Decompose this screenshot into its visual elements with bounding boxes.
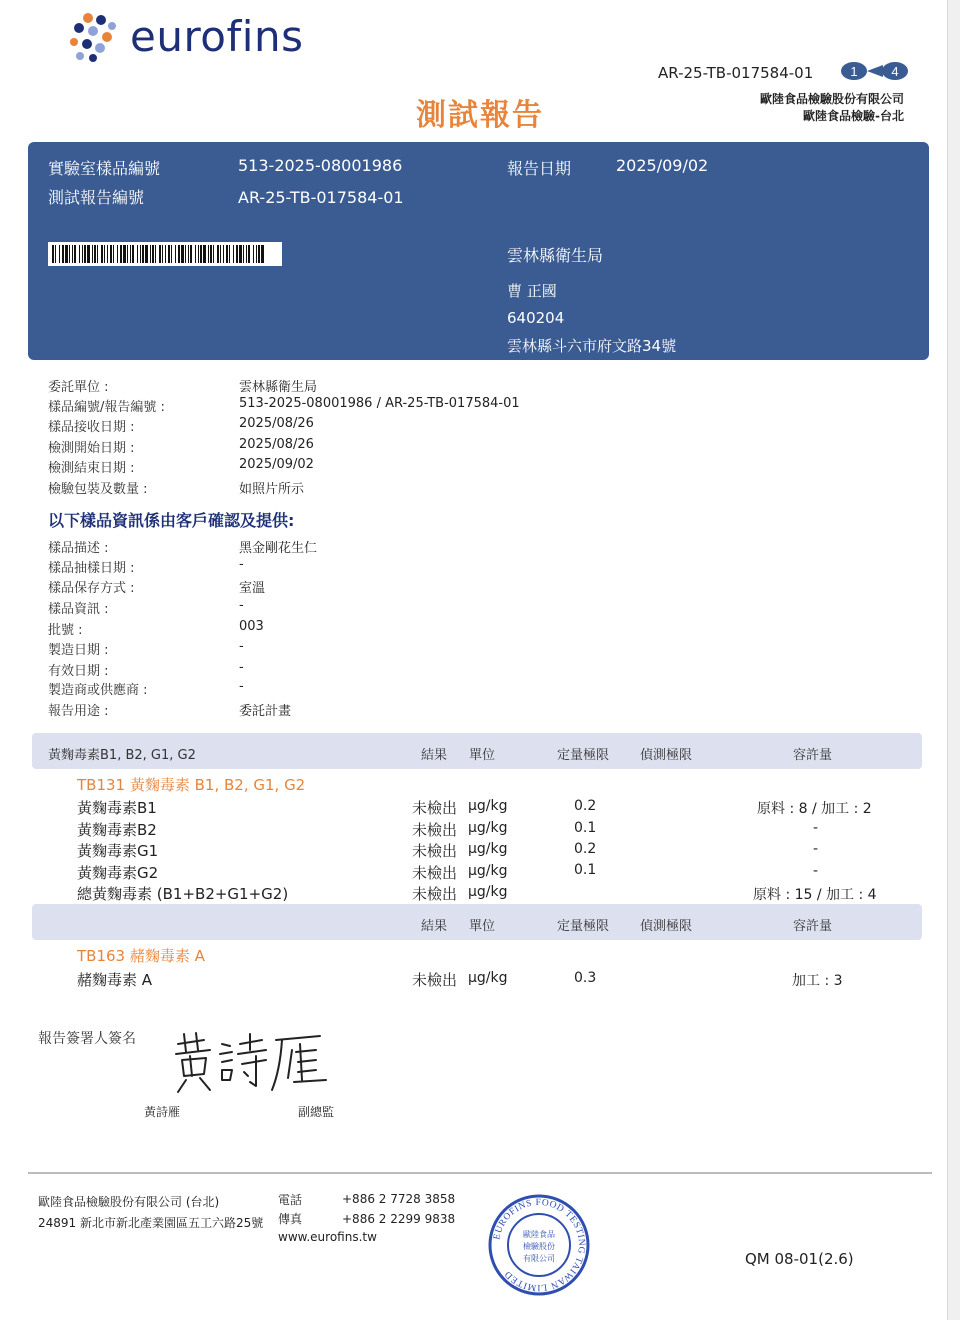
- client-info-value: -: [239, 679, 244, 694]
- table-row-limit: 加工 : 3: [792, 973, 843, 989]
- table-row-result: 未檢出: [412, 864, 458, 882]
- right-scroll-edge: [947, 0, 960, 1320]
- client-info-label: 製造日期 :: [48, 643, 109, 658]
- table-row-loq: 0.1: [574, 820, 597, 836]
- client-info-label: 製造商或供應商 :: [48, 683, 148, 698]
- table1-header-limit: 容許量: [793, 748, 833, 763]
- lab-company-name: 歐陸食品檢驗股份有限公司: [759, 92, 904, 106]
- footer-phone-label: 電話: [278, 1193, 303, 1207]
- detail-label: 委託單位 :: [48, 380, 109, 395]
- client-info-value: 室溫: [239, 581, 266, 596]
- table-row-unit: µg/kg: [468, 884, 508, 900]
- detail-value: 513-2025-08001986 / AR-25-TB-017584-01: [239, 396, 520, 411]
- detail-value: 雲林縣衛生局: [239, 380, 318, 395]
- client-info-value: 委託計畫: [239, 704, 292, 719]
- table2-header-lod: 偵測極限: [640, 919, 693, 934]
- client-info-label: 有效日期 :: [48, 664, 109, 679]
- table-row-limit: -: [813, 841, 819, 857]
- table-row-name: 黃麴毒素B1: [77, 799, 157, 817]
- eurofins-logo-icon: [68, 12, 124, 64]
- table1-header-lod: 偵測極限: [640, 748, 693, 763]
- logo-text: eurofins: [130, 12, 304, 61]
- table-row-unit: µg/kg: [468, 863, 508, 879]
- barcode-image: [48, 242, 282, 266]
- table-row-unit: µg/kg: [468, 820, 508, 836]
- client-section-title: 以下樣品資訊係由客戶確認及提供:: [48, 511, 295, 530]
- table-row-result: 未檢出: [412, 799, 458, 817]
- client-info-label: 樣品描述 :: [48, 541, 109, 556]
- signer-title: 副總監: [298, 1105, 335, 1119]
- table1-method: TB131 黃麴毒素 B1, B2, G1, G2: [77, 776, 306, 794]
- client-info-label: 批號 :: [48, 623, 83, 638]
- client-info-label: 樣品資訊 :: [48, 602, 109, 617]
- footer-phone: +886 2 7728 3858: [342, 1192, 456, 1206]
- client-info-value: 003: [239, 619, 264, 634]
- table-row-loq: 0.1: [574, 862, 597, 878]
- svg-text:有限公司: 有限公司: [523, 1254, 555, 1263]
- client-info-label: 樣品保存方式 :: [48, 581, 135, 596]
- page-total: 4: [891, 64, 899, 79]
- svg-text:歐陸食品: 歐陸食品: [523, 1230, 555, 1239]
- svg-text:EUROFINS FOOD TESTING TAIWAN L: EUROFINS FOOD TESTING TAIWAN LIMITED: [492, 1197, 587, 1293]
- footer-fax: +886 2 2299 9838: [342, 1212, 456, 1226]
- table-row-unit: µg/kg: [468, 798, 508, 814]
- detail-label: 樣品編號/報告編號 :: [48, 400, 165, 415]
- table-row-result: 未檢出: [412, 971, 458, 989]
- table-row-name: 黃麴毒素G2: [77, 864, 159, 882]
- table-row-name: 黃麴毒素G1: [77, 842, 159, 860]
- table-row-result: 未檢出: [412, 821, 458, 839]
- table2-header-result: 結果: [421, 919, 448, 934]
- table-row-loq: 0.2: [574, 841, 597, 857]
- company-seal-stamp-icon: [486, 1193, 592, 1301]
- table-row-result: 未檢出: [412, 885, 458, 903]
- signature-label: 報告簽署人簽名: [38, 1031, 136, 1047]
- report-no-label: 測試報告編號: [48, 188, 145, 207]
- table1-header-name: 黃麴毒素B1, B2, G1, G2: [48, 748, 196, 763]
- signer-name: 黃詩雁: [144, 1105, 181, 1119]
- table-row-result: 未檢出: [412, 842, 458, 860]
- page-current: 1: [850, 64, 858, 79]
- client-postal-code: 640204: [507, 309, 565, 327]
- table-row-limit: -: [813, 863, 819, 879]
- table2-header-limit: 容許量: [793, 919, 833, 934]
- footer-divider: [28, 1172, 932, 1174]
- table-row-name: 赭麴毒素 A: [77, 971, 153, 989]
- footer-address: 24891 新北市新北產業園區五工六路25號: [38, 1216, 264, 1230]
- client-info-value: -: [239, 639, 244, 654]
- client-info-label: 報告用途 :: [48, 704, 109, 719]
- detail-value: 2025/08/26: [239, 416, 314, 431]
- table2-header-loq: 定量極限: [557, 919, 610, 934]
- form-code: QM 08-01(2.6): [745, 1250, 854, 1268]
- detail-label: 檢測開始日期 :: [48, 441, 135, 456]
- report-date-label: 報告日期: [507, 159, 572, 178]
- page-title: 測試報告: [416, 98, 544, 133]
- detail-label: 檢驗包裝及數量 :: [48, 482, 148, 497]
- table2-method: TB163 赭麴毒素 A: [77, 947, 205, 965]
- handwritten-signature-icon: [170, 1030, 330, 1100]
- report-date-value: 2025/09/02: [616, 156, 709, 175]
- table1-header-unit: 單位: [469, 748, 496, 763]
- table1-header-loq: 定量極限: [557, 748, 610, 763]
- table-row-loq: 0.2: [574, 798, 597, 814]
- detail-label: 檢測結束日期 :: [48, 461, 135, 476]
- detail-label: 樣品接收日期 :: [48, 420, 135, 435]
- sample-no-value: 513-2025-08001986: [238, 156, 403, 175]
- client-info-value: 黑金剛花生仁: [239, 541, 318, 556]
- table-row-unit: µg/kg: [468, 841, 508, 857]
- detail-value: 2025/08/26: [239, 437, 314, 452]
- lab-branch-name: 歐陸食品檢驗-台北: [803, 109, 904, 123]
- client-info-label: 樣品抽樣日期 :: [48, 561, 135, 576]
- report-no-value: AR-25-TB-017584-01: [238, 188, 404, 207]
- table-row-limit: 原料 : 8 / 加工 : 2: [757, 801, 872, 817]
- footer-website[interactable]: www.eurofins.tw: [278, 1230, 377, 1244]
- table-row-limit: 原料 : 15 / 加工 : 4: [753, 887, 877, 903]
- table2-header-unit: 單位: [469, 919, 496, 934]
- footer-fax-label: 傳真: [278, 1212, 303, 1226]
- table-row-limit: -: [813, 820, 819, 836]
- client-info-value: -: [239, 598, 244, 613]
- table-row-name: 黃麴毒素B2: [77, 821, 157, 839]
- svg-text:檢驗股份: 檢驗股份: [523, 1242, 555, 1251]
- sample-no-label: 實驗室樣品編號: [48, 159, 161, 178]
- client-info-value: -: [239, 557, 244, 572]
- page-indicator: [840, 61, 910, 85]
- footer-company: 歐陸食品檢驗股份有限公司 (台北): [38, 1195, 220, 1209]
- detail-value: 2025/09/02: [239, 457, 314, 472]
- client-name: 雲林縣衛生局: [507, 246, 604, 265]
- table-row-loq: 0.3: [574, 970, 597, 986]
- header-report-number: AR-25-TB-017584-01: [658, 64, 814, 82]
- client-info-value: -: [239, 660, 244, 675]
- table1-header-result: 結果: [421, 748, 448, 763]
- client-contact: 曹 正國: [507, 282, 557, 300]
- client-address: 雲林縣斗六市府文路34號: [507, 337, 677, 355]
- detail-value: 如照片所示: [239, 482, 305, 497]
- table-row-name: 總黃麴毒素 (B1+B2+G1+G2): [77, 885, 289, 903]
- table-row-unit: µg/kg: [468, 970, 508, 986]
